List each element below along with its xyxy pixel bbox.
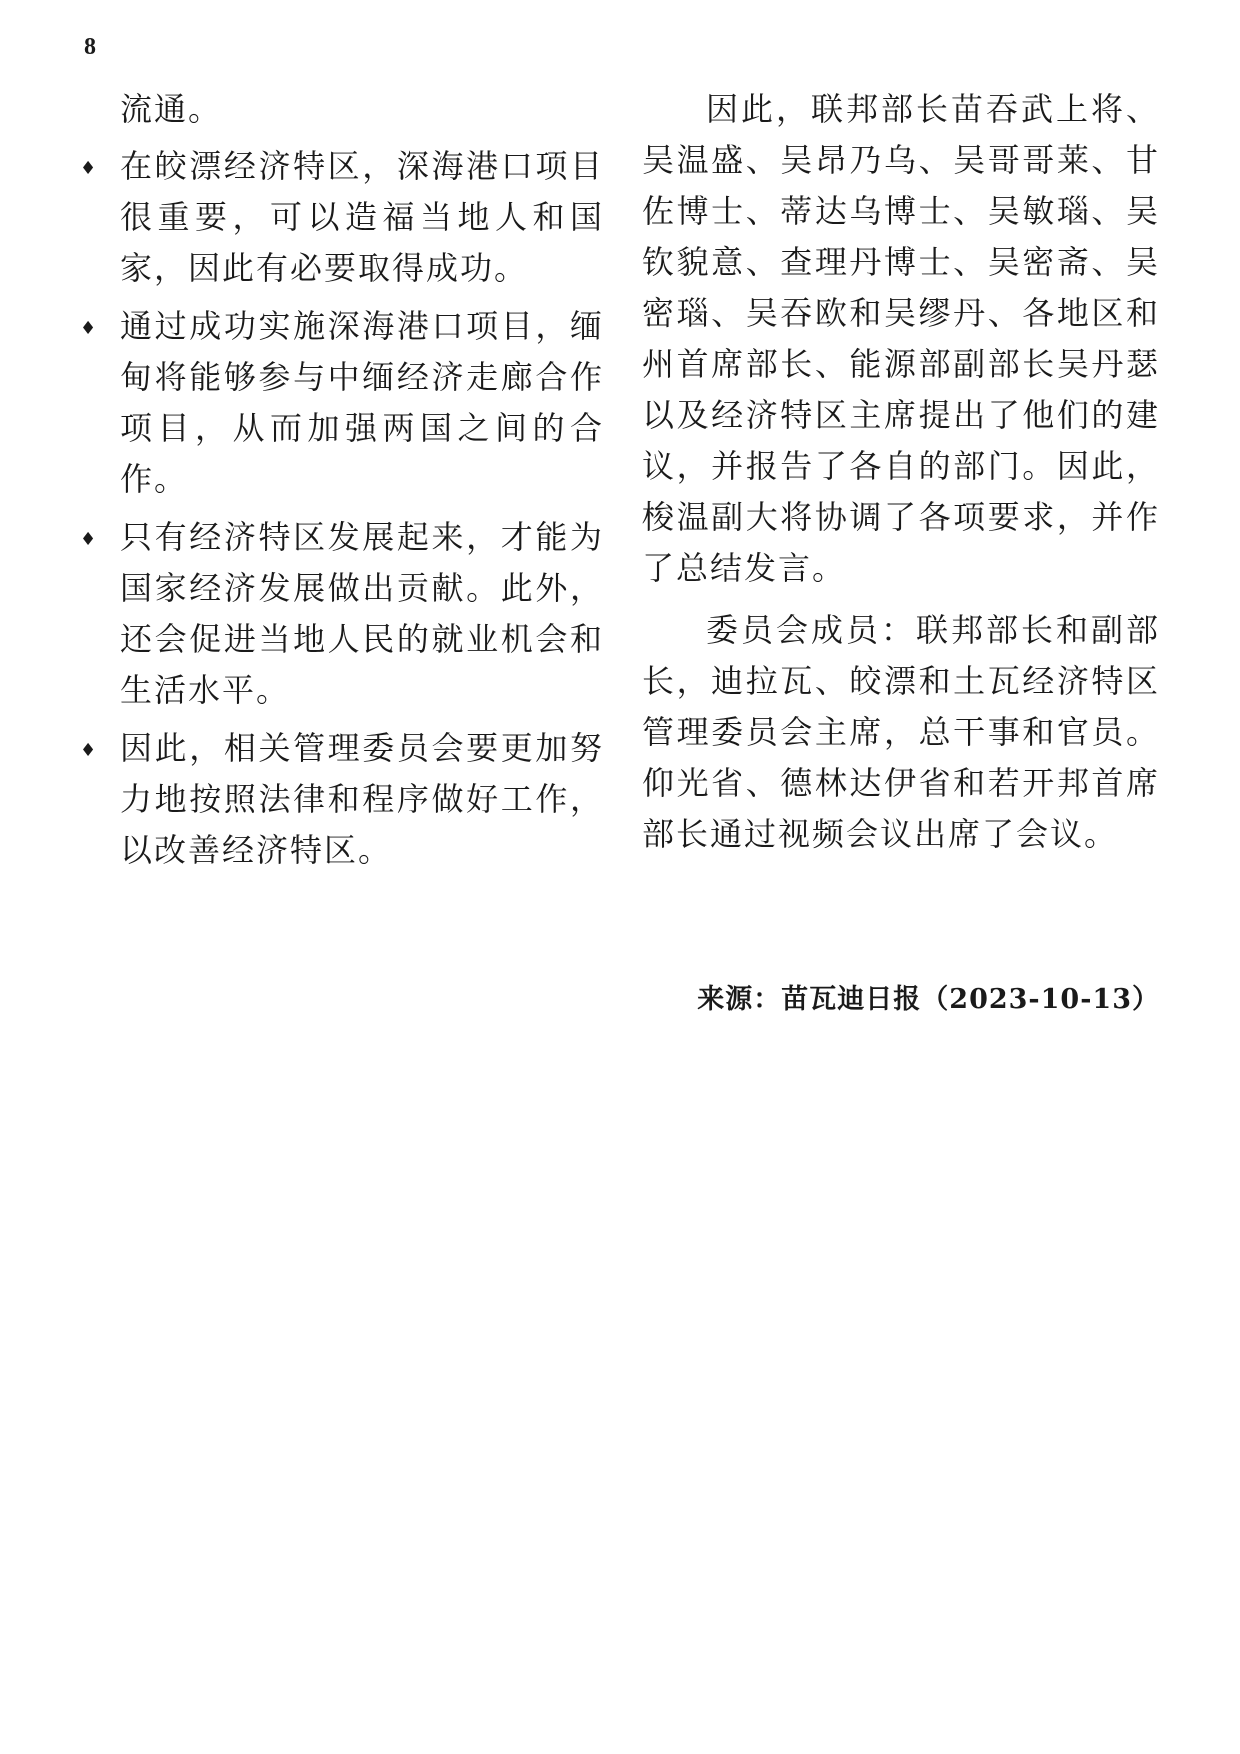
- continuation-text: 流通。: [120, 90, 223, 128]
- bullet-item: [80, 512, 604, 716]
- bullet-text: 在皎漂经济特区，深海港口项目很重要，可以造福当地人和国家，因此有必要取得成功。: [120, 147, 604, 287]
- bullet-item: [80, 723, 604, 876]
- bullet-text: 通过成功实施深海港口项目，缅甸将能够参与中缅经济走廊合作项目，从而加强两国之间的合作。: [120, 307, 604, 498]
- paragraph: 因此，联邦部长苗吞武上将、吴温盛、吴昂乃乌、吴哥哥莱、甘佐博士、蒂达乌博士、吴敏瑙、吴钦貌意、查理丹博士、吴密斋、吴密瑙、吴吞欧和吴缪丹、各地区和州首席部长、能源部副部长吴丹瑟以及经济特区主席提出了他们的建议，并报告了各自的部门。因此，梭温副大将协调了各项要求，并作了总结发言。: [642, 90, 1160, 587]
- bullet-text: 因此，相关管理委员会要更加努力地按照法律和程序做好工作，以改善经济特区。: [120, 729, 604, 869]
- bullet-text: 只有经济特区发展起来，才能为国家经济发展做出贡献。此外，还会促进当地人民的就业机会和生活水平。: [120, 518, 604, 709]
- diamond-bullet-icon: ♦: [80, 529, 99, 550]
- diamond-bullet-icon: ♦: [80, 740, 99, 761]
- right-column: [642, 84, 1160, 871]
- bullet-list: [80, 141, 604, 876]
- diamond-bullet-icon: ♦: [80, 318, 99, 339]
- bullet-item: [80, 141, 604, 294]
- source-citation: 来源：苗瓦迪日报（2023-10-13）: [697, 984, 1160, 1015]
- bullet-item: [80, 301, 604, 505]
- left-column: [80, 84, 604, 883]
- paragraph: 委员会成员：联邦部长和副部长，迪拉瓦、皎漂和土瓦经济特区管理委员会主席，总干事和官员。仰光省、德林达伊省和若开邦首席部长通过视频会议出席了会议。: [642, 611, 1160, 853]
- diamond-bullet-icon: ♦: [80, 158, 99, 179]
- page-number: 8: [84, 34, 96, 60]
